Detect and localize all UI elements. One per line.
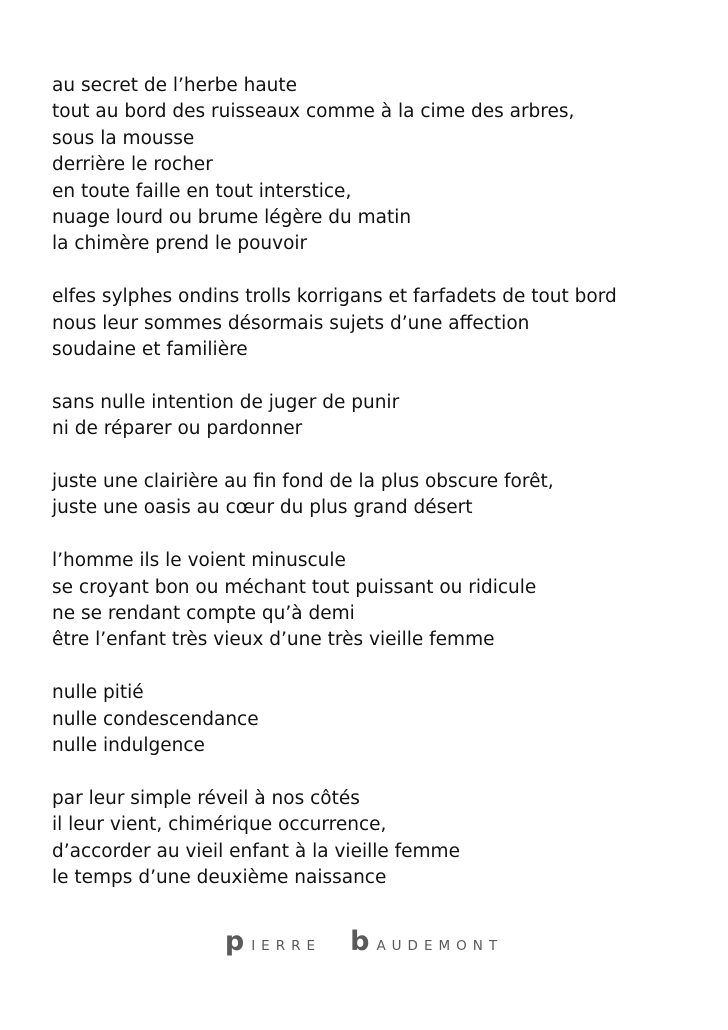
poem-body bbox=[52, 73, 712, 918]
author-last-initial: b bbox=[350, 926, 373, 957]
stanza-3 bbox=[52, 390, 712, 443]
author-last-name bbox=[350, 926, 503, 957]
stanza-4 bbox=[52, 469, 712, 522]
poem-line: nulle condescendance bbox=[52, 708, 259, 730]
author-first-initial: p bbox=[224, 926, 248, 957]
poem-line: elfes sylphes ondins trolls korrigans et farfadets de tout bord bbox=[52, 286, 617, 308]
poem-line: juste une oasis au cœur du plus grand désert bbox=[52, 497, 473, 519]
author-first-name bbox=[225, 926, 321, 957]
poem-line: l’homme ils le voient minuscule bbox=[52, 550, 346, 572]
poem-line: le temps d’une deuxième naissance bbox=[52, 867, 387, 889]
poem-line: nuage lourd ou brume légère du matin bbox=[52, 207, 412, 229]
author-first-rest: IERRE bbox=[251, 938, 322, 954]
poem-line: soudaine et familière bbox=[52, 339, 248, 361]
poem-line: il leur vient, chimérique occurrence, bbox=[52, 814, 387, 836]
poem-line: derrière le rocher bbox=[52, 154, 213, 176]
poem-line: sous la mousse bbox=[52, 127, 195, 149]
poem-line: ni de réparer ou pardonner bbox=[52, 418, 303, 440]
author-last-rest: AUDEMONT bbox=[376, 938, 504, 954]
stanza-5 bbox=[52, 548, 712, 654]
poem-line: sans nulle intention de juger de punir bbox=[52, 391, 400, 413]
stanza-6 bbox=[52, 680, 712, 759]
poem-line: par leur simple réveil à nos côtés bbox=[52, 787, 360, 809]
author-signature bbox=[0, 926, 728, 957]
poem-line: nous leur sommes désormais sujets d’une affection bbox=[52, 312, 530, 334]
poem-line: nulle indulgence bbox=[52, 735, 205, 757]
poem-line: en toute faille en tout interstice, bbox=[52, 180, 352, 202]
poem-line: d’accorder au vieil enfant à la vieille femme bbox=[52, 840, 460, 862]
stanza-2 bbox=[52, 284, 712, 363]
poem-line: être l’enfant très vieux d’une très vieille femme bbox=[52, 629, 495, 651]
poem-line: nulle pitié bbox=[52, 682, 144, 704]
poem-line: tout au bord des ruisseaux comme à la cime des arbres, bbox=[52, 101, 575, 123]
stanza-7 bbox=[52, 786, 712, 892]
poem-line: juste une clairière au fin fond de la plus obscure forêt, bbox=[52, 471, 554, 493]
poem-line: au secret de l’herbe haute bbox=[52, 75, 298, 96]
poem-line: se croyant bon ou méchant tout puissant ou ridicule bbox=[52, 576, 537, 598]
poem-line: la chimère prend le pouvoir bbox=[52, 233, 308, 255]
stanza-1 bbox=[52, 73, 712, 258]
poem-line: ne se rendant compte qu’à demi bbox=[52, 603, 355, 625]
